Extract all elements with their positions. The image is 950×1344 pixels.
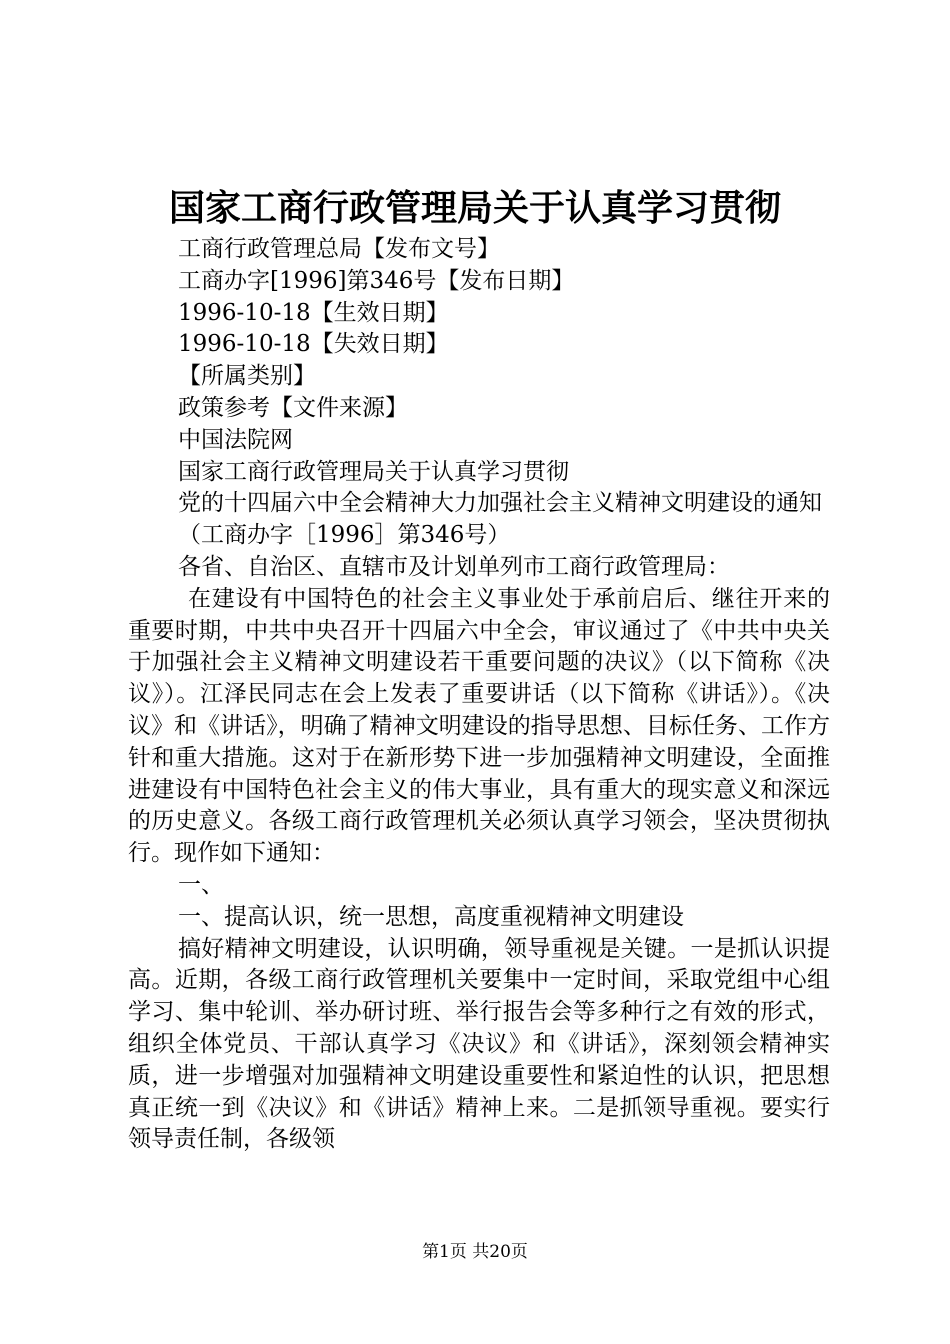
meta-line-issuer: 工商行政管理总局【发布文号】 bbox=[178, 236, 500, 262]
meta-line-doc-number: 工商办字[1996]第346号【发布日期】 bbox=[178, 267, 575, 294]
body-paragraph: 搞好精神文明建设，认识明确，领导重视是关键。一是抓认识提高。近期，各级工商行政管理机关要集中一定时间，采取党组中心组学习、集中轮训、举办研讨班、举行报告会等多种行之有效的形式，组织全体党员、干部认真学习《决议》和《讲话》，深刻领会精神实质，进一步增强对加强精神文明建设重要性和紧迫性的认识，把思想真正统一到《决议》和《讲话》精神上来。二是抓领导重视。要实行领导责任制，各级领 bbox=[128, 935, 830, 1153]
notice-doc-number: （工商办字［1996］第346号） bbox=[178, 522, 511, 549]
meta-line-category: 【所属类别】 bbox=[178, 363, 316, 390]
section-heading: 一、提高认识，统一思想，高度重视精神文明建设 bbox=[178, 903, 684, 930]
meta-line-type: 政策参考【文件来源】 bbox=[178, 394, 408, 421]
section-marker: 一、 bbox=[178, 871, 224, 898]
meta-line-issue-date: 1996-10-18【生效日期】 bbox=[178, 299, 449, 326]
meta-line-source: 中国法院网 bbox=[178, 426, 293, 453]
page-number-footer: 第1页 共20页 bbox=[422, 1242, 528, 1262]
meta-line-effective-date: 1996-10-18【失效日期】 bbox=[178, 331, 449, 358]
body-paragraph: 在建设有中国特色的社会主义事业处于承前启后、继往开来的重要时期，中共中央召开十四届六中全会，审议通过了《中共中央关于加强社会主义精神文明建设若干重要问题的决议》（以下简称《决议》）。江泽民同志在会上发表了重要讲话（以下简称《讲话》）。《决议》和《讲话》，明确了精神文明建设的指导思想、目标任务、工作方针和重大措施。这对于在新形势下进一步加强精神文明建设，全面推进建设有中国特色社会主义的伟大事业，具有重大的现实意义和深远的历史意义。各级工商行政管理机关必须认真学习领会，坚决贯彻执行。现作如下通知： bbox=[128, 585, 830, 867]
notice-title-line2: 党的十四届六中全会精神大力加强社会主义精神文明建设的通知 bbox=[178, 490, 822, 517]
document-body bbox=[128, 234, 830, 1156]
notice-title-line1: 国家工商行政管理局关于认真学习贯彻 bbox=[178, 458, 569, 485]
document-title: 国家工商行政管理局关于认真学习贯彻 bbox=[168, 187, 781, 229]
notice-addressee: 各省、自治区、直辖市及计划单列市工商行政管理局： bbox=[178, 553, 730, 580]
